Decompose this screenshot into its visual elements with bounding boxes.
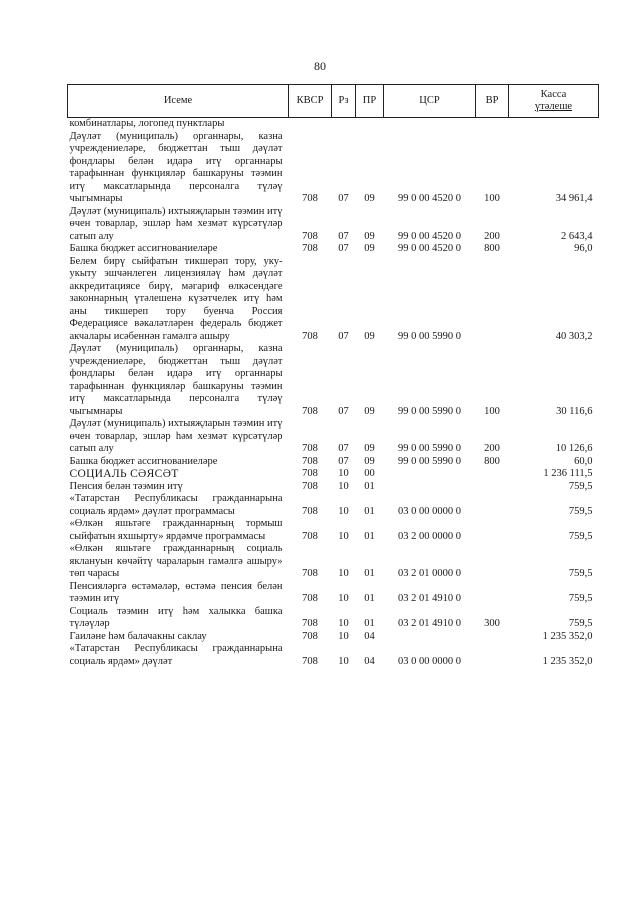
cell-pr: 09 (364, 230, 375, 242)
cell-csr: 03 0 00 0000 0 (398, 505, 461, 517)
cell-csr: 03 2 01 4910 0 (398, 593, 461, 604)
cell-amount: 2 643,4 (561, 230, 593, 242)
table-row (68, 343, 599, 418)
cell-vr: 100 (484, 193, 500, 204)
cell-name: Белем бирү сыйфатын тикшерәп тору, уку-укыту эшчәнлеген лицензияләү һәм дәүләт аккредитациясе бирү, мәгариф өлкәсендәге законнарның үтәлешенә күзәтчелек итү һәм аны тикшереп тору буенча Россия Федерациясе вәкаләтләрен федераль бюджет акчалары исәбеннән гамәлгә ашыру (69, 255, 283, 342)
cell-rz: 10 (338, 480, 349, 492)
cell-name: «Татарстан Республикасы гражданнарына социаль ярдәм» дәүләт (69, 643, 283, 667)
cell-pr (356, 118, 384, 131)
cell-name: «Татарстан Республикасы гражданнарына социаль ярдәм» дәүләт программасы (69, 493, 283, 517)
cell-rz: 07 (338, 455, 349, 467)
table-row (68, 256, 599, 344)
cell-pr: 01 (364, 568, 375, 579)
cell-rz: 10 (338, 530, 349, 542)
cell-kvsr: 708 (302, 405, 318, 417)
cell-vr (476, 581, 509, 606)
cell-name: Башка бюджет ассигнованиеләре (69, 243, 218, 254)
cell-kvsr: 708 (302, 230, 318, 242)
cell-csr: 99 0 00 5990 0 (398, 455, 461, 467)
cell-name: Дәүләт (муниципаль) ихтыяҗларын тәэмин итү өчен товарлар, эшләр һәм хезмәт күрсәтүләр сатып алу (69, 418, 283, 454)
cell-kvsr: 708 (302, 618, 318, 629)
cell-name: СОЦИАЛЬ СӘЯСӘТ (69, 468, 179, 480)
cell-kvsr: 708 (302, 243, 318, 254)
cell-vr (476, 643, 509, 668)
cell-name: Пенсияләргә өстәмәләр, өстәмә пенсия белән тәэмин итү (69, 580, 283, 604)
cell-name: Гаиләне һәм балачакны саклау (69, 630, 207, 642)
cell-amount: 759,5 (568, 480, 593, 492)
header-rz: Рз (332, 85, 356, 118)
cell-kvsr: 708 (302, 330, 318, 342)
table-row (68, 131, 599, 206)
table-row (68, 418, 599, 456)
cell-amount: 759,5 (568, 593, 593, 604)
cell-vr (476, 631, 509, 644)
cell-amount: 60,0 (574, 455, 593, 467)
cell-csr (384, 468, 476, 481)
header-kassa-line1: Касса (540, 88, 567, 100)
cell-rz: 10 (338, 593, 349, 604)
cell-rz: 07 (338, 405, 349, 417)
cell-name: Дәүләт (муниципаль) органнары, казна учреждениеләре, бюджеттан тыш дәүләт фондлары белән идарә итү органнары тарафыннан функцияләр башкаруны тәэмин итү максатларында персоналга түләү чыгымнары (69, 343, 283, 417)
cell-kvsr: 708 (302, 468, 318, 479)
cell-amount: 759,5 (568, 618, 593, 629)
cell-vr (476, 256, 509, 344)
cell-kvsr: 708 (302, 530, 318, 542)
table-row (68, 481, 599, 494)
cell-name: Дәүләт (муниципаль) ихтыяҗларын тәэмин итү өчен товарлар, эшләр һәм хезмәт күрсәтүләр сатып алу (69, 205, 283, 242)
table-row (68, 606, 599, 631)
cell-csr: 99 0 00 4520 0 (398, 193, 461, 204)
cell-rz: 10 (338, 568, 349, 579)
cell-pr: 01 (364, 480, 375, 492)
cell-amount: 759,5 (568, 530, 593, 542)
cell-kvsr (289, 118, 332, 131)
cell-kvsr: 708 (302, 568, 318, 579)
header-vr: ВР (476, 85, 509, 118)
page-number: 80 (314, 59, 326, 73)
cell-vr (476, 118, 509, 131)
cell-pr: 00 (364, 468, 375, 479)
cell-name: Пенсия белән тәэмин итү (69, 480, 183, 492)
cell-amount: 1 235 352,0 (542, 655, 593, 667)
cell-csr: 03 2 01 0000 0 (398, 568, 461, 579)
table-row (68, 631, 599, 644)
cell-vr: 300 (484, 618, 500, 629)
cell-pr: 09 (364, 405, 375, 417)
cell-name: Башка бюджет ассигнованиеләре (69, 455, 218, 467)
cell-rz: 07 (338, 330, 349, 342)
cell-pr: 04 (364, 655, 375, 667)
cell-rz: 10 (338, 655, 349, 667)
cell-name: «Өлкән яшьтәге гражданнарның социаль яклануын көчәйтү чараларын гамәлгә ашыру» төп чарасы (69, 543, 283, 579)
cell-csr: 03 0 00 0000 0 (398, 655, 461, 667)
cell-vr (476, 481, 509, 494)
header-csr: ЦСР (384, 85, 476, 118)
cell-rz: 10 (338, 630, 349, 642)
cell-amount: 759,5 (568, 505, 593, 517)
table-row (68, 643, 599, 668)
cell-kvsr: 708 (302, 630, 318, 642)
cell-csr (384, 631, 476, 644)
cell-csr (384, 481, 476, 494)
cell-kvsr: 708 (302, 455, 318, 467)
cell-amount: 30 116,6 (556, 405, 593, 417)
header-name: Исеме (68, 85, 289, 118)
cell-amount: 40 303,2 (555, 330, 593, 342)
cell-csr (384, 118, 476, 131)
table-row (68, 543, 599, 581)
cell-amount (509, 118, 599, 131)
cell-amount: 759,5 (568, 568, 593, 579)
cell-rz: 10 (338, 505, 349, 517)
header-kassa-line2: үтәлеше (534, 101, 573, 112)
budget-table (67, 84, 599, 668)
cell-csr: 03 2 01 4910 0 (398, 618, 461, 629)
cell-rz (332, 118, 356, 131)
cell-rz: 10 (338, 618, 349, 629)
cell-amount: 1 235 352,0 (542, 630, 593, 642)
table-row (68, 243, 599, 256)
cell-pr: 04 (364, 630, 375, 642)
cell-csr: 99 0 00 5990 0 (398, 405, 461, 417)
cell-vr: 800 (484, 455, 500, 467)
cell-pr: 09 (364, 443, 375, 454)
cell-pr: 09 (364, 455, 375, 467)
table-body (68, 118, 599, 669)
cell-name: Социаль тәэмин итү һәм халыкка башка түләүләр (69, 605, 283, 629)
cell-vr (476, 518, 509, 543)
cell-pr: 01 (364, 593, 375, 604)
cell-name: «Өлкән яшьтәге гражданнарның тормыш сыйфатын яхшырту» ярдәмче программасы (69, 518, 283, 542)
cell-amount: 96,0 (574, 243, 593, 254)
cell-kvsr: 708 (302, 593, 318, 604)
cell-vr: 200 (484, 230, 500, 242)
cell-pr: 09 (364, 243, 375, 254)
cell-amount: 1 236 111,5 (543, 468, 593, 479)
cell-pr: 09 (364, 193, 375, 204)
cell-vr: 200 (484, 443, 500, 454)
cell-pr: 09 (364, 330, 375, 342)
cell-vr (476, 493, 509, 518)
cell-amount: 34 961,4 (555, 193, 593, 204)
header-kassa (509, 85, 599, 118)
cell-csr: 99 0 00 5990 0 (398, 443, 461, 454)
cell-csr: 99 0 00 5990 0 (398, 330, 461, 342)
table-row (68, 206, 599, 244)
cell-kvsr: 708 (302, 655, 318, 667)
cell-kvsr: 708 (302, 193, 318, 204)
cell-rz: 07 (338, 443, 349, 454)
table-row (68, 581, 599, 606)
table-row (68, 118, 599, 131)
cell-vr (476, 468, 509, 481)
cell-name: комбинатлары, логопед пунктлары (69, 118, 225, 129)
header-kvsr: КВСР (289, 85, 332, 118)
cell-rz: 07 (338, 243, 349, 254)
table-row (68, 518, 599, 543)
cell-vr: 800 (484, 243, 500, 254)
table-header-row (68, 85, 599, 118)
cell-kvsr: 708 (302, 505, 318, 517)
cell-name: Дәүләт (муниципаль) органнары, казна учреждениеләре, бюджеттан тыш дәүләт фондлары белән идарә итү органнары тарафыннан функцияләр башкаруны тәэмин итү максатларында персоналга түләү чыгымнары (69, 130, 283, 204)
cell-vr (476, 543, 509, 581)
table-row (68, 456, 599, 469)
table-row (68, 468, 599, 481)
cell-pr: 01 (364, 530, 375, 542)
cell-amount: 10 126,6 (555, 443, 593, 454)
cell-rz: 10 (338, 468, 349, 479)
table-row (68, 493, 599, 518)
cell-csr: 99 0 00 4520 0 (398, 230, 461, 242)
cell-pr: 01 (364, 618, 375, 629)
cell-rz: 07 (338, 230, 349, 242)
header-pr: ПР (356, 85, 384, 118)
cell-kvsr: 708 (302, 443, 318, 454)
cell-vr: 100 (484, 405, 500, 417)
cell-csr: 99 0 00 4520 0 (398, 243, 461, 254)
cell-kvsr: 708 (302, 480, 318, 492)
cell-rz: 07 (338, 193, 349, 204)
cell-pr: 01 (364, 505, 375, 517)
cell-csr: 03 2 00 0000 0 (398, 530, 461, 542)
